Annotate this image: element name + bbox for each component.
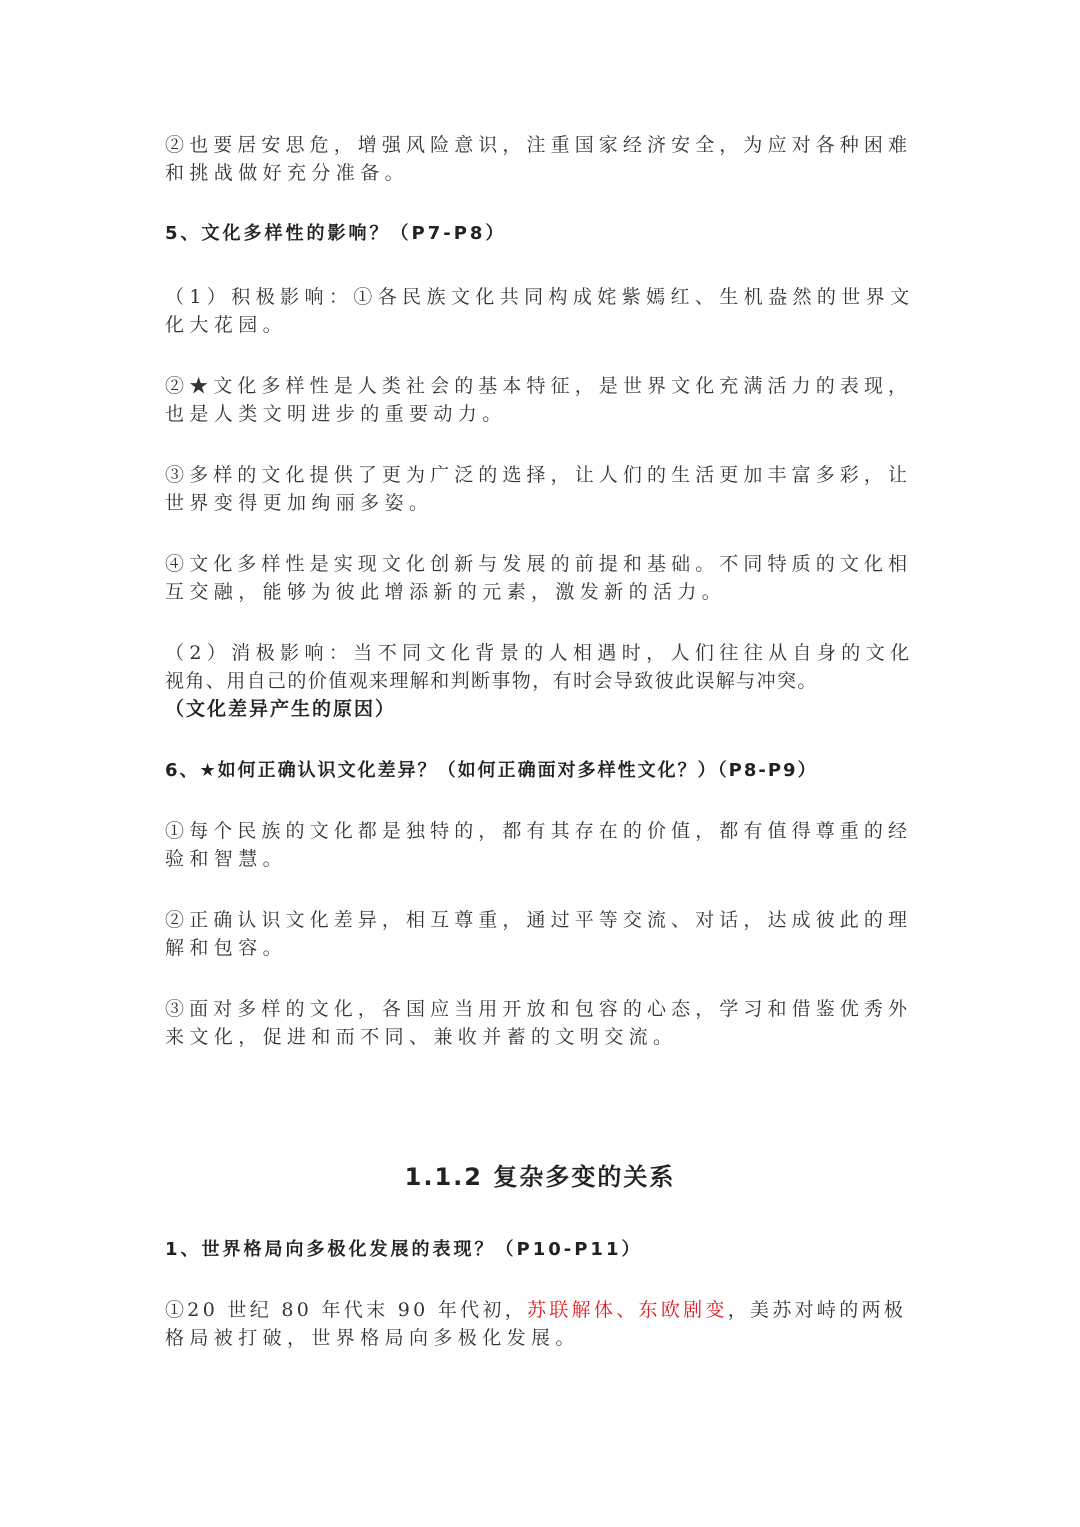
text-line: ②★文化多样性是人类社会的基本特征，是世界文化充满活力的表现， — [165, 375, 913, 397]
text-line: （1）积极影响：①各民族文化共同构成姹紫嫣红、生机盎然的世界文 — [165, 286, 915, 308]
text-line: 也是人类文明进步的重要动力。 — [165, 403, 507, 425]
text-line: ③面对多样的文化，各国应当用开放和包容的心态，学习和借鉴优秀外 — [165, 998, 913, 1020]
text-line: ①每个民族的文化都是独特的，都有其存在的价值，都有值得尊重的经 — [165, 820, 913, 842]
paragraph-positive-impact-1 — [165, 283, 917, 339]
paragraph-economic-security — [165, 131, 917, 187]
text-line: 视角、用自己的价值观来理解和判断事物，有时会导致彼此误解与冲突。 — [165, 670, 818, 692]
text-line: 和挑战做好充分准备。 — [165, 162, 410, 184]
heading-text: 6、★如何正确认识文化差异？（如何正确面对多样性文化？）（P8-P9） — [165, 760, 818, 781]
text-line: 解和包容。 — [165, 937, 288, 959]
text-segment: ，美苏对峙的两极 — [727, 1299, 907, 1321]
section-title: 1.1.2 复杂多变的关系 — [404, 1163, 676, 1191]
highlighted-text: 苏联解体、东欧剧变 — [527, 1299, 728, 1321]
question-5-heading — [165, 220, 917, 248]
text-line — [165, 1296, 917, 1324]
paragraph-cultural-difference-1 — [165, 817, 917, 873]
text-line: 化大花园。 — [165, 314, 288, 336]
text-line: 互交融，能够为彼此增添新的元素，激发新的活力。 — [165, 581, 727, 603]
text-line: ②也要居安思危，增强风险意识，注重国家经济安全，为应对各种困难 — [165, 134, 913, 156]
text-line: 世界变得更加绚丽多姿。 — [165, 492, 434, 514]
text-line: 来文化，促进和而不同、兼收并蓄的文明交流。 — [165, 1026, 678, 1048]
paragraph-positive-impact-3 — [165, 461, 917, 517]
text-line-bold: （文化差异产生的原因） — [165, 698, 397, 720]
question-6-heading — [165, 757, 917, 785]
paragraph-positive-impact-4 — [165, 550, 917, 606]
text-line: ②正确认识文化差异，相互尊重，通过平等交流、对话，达成彼此的理 — [165, 909, 913, 931]
paragraph-cultural-difference-2 — [165, 906, 917, 962]
heading-text: 5、文化多样性的影响？（P7-P8） — [165, 223, 507, 244]
paragraph-multipolarity-1 — [165, 1296, 917, 1352]
text-line: 格局被打破，世界格局向多极化发展。 — [165, 1327, 580, 1349]
heading-text: 1、世界格局向多极化发展的表现？（P10-P11） — [165, 1239, 643, 1260]
text-line: （2）消极影响：当不同文化背景的人相遇时，人们往往从自身的文化 — [165, 642, 915, 664]
paragraph-cultural-difference-3 — [165, 995, 917, 1051]
section-question-1-heading — [165, 1236, 917, 1264]
text-line: ④文化多样性是实现文化创新与发展的前提和基础。不同特质的文化相 — [165, 553, 913, 575]
paragraph-positive-impact-2 — [165, 372, 917, 428]
text-segment: ①20 世纪 80 年代末 90 年代初， — [165, 1299, 528, 1321]
paragraph-negative-impact — [165, 639, 917, 723]
text-line: 验和智慧。 — [165, 848, 288, 870]
text-line: ③多样的文化提供了更为广泛的选择，让人们的生活更加丰富多彩，让 — [165, 464, 913, 486]
